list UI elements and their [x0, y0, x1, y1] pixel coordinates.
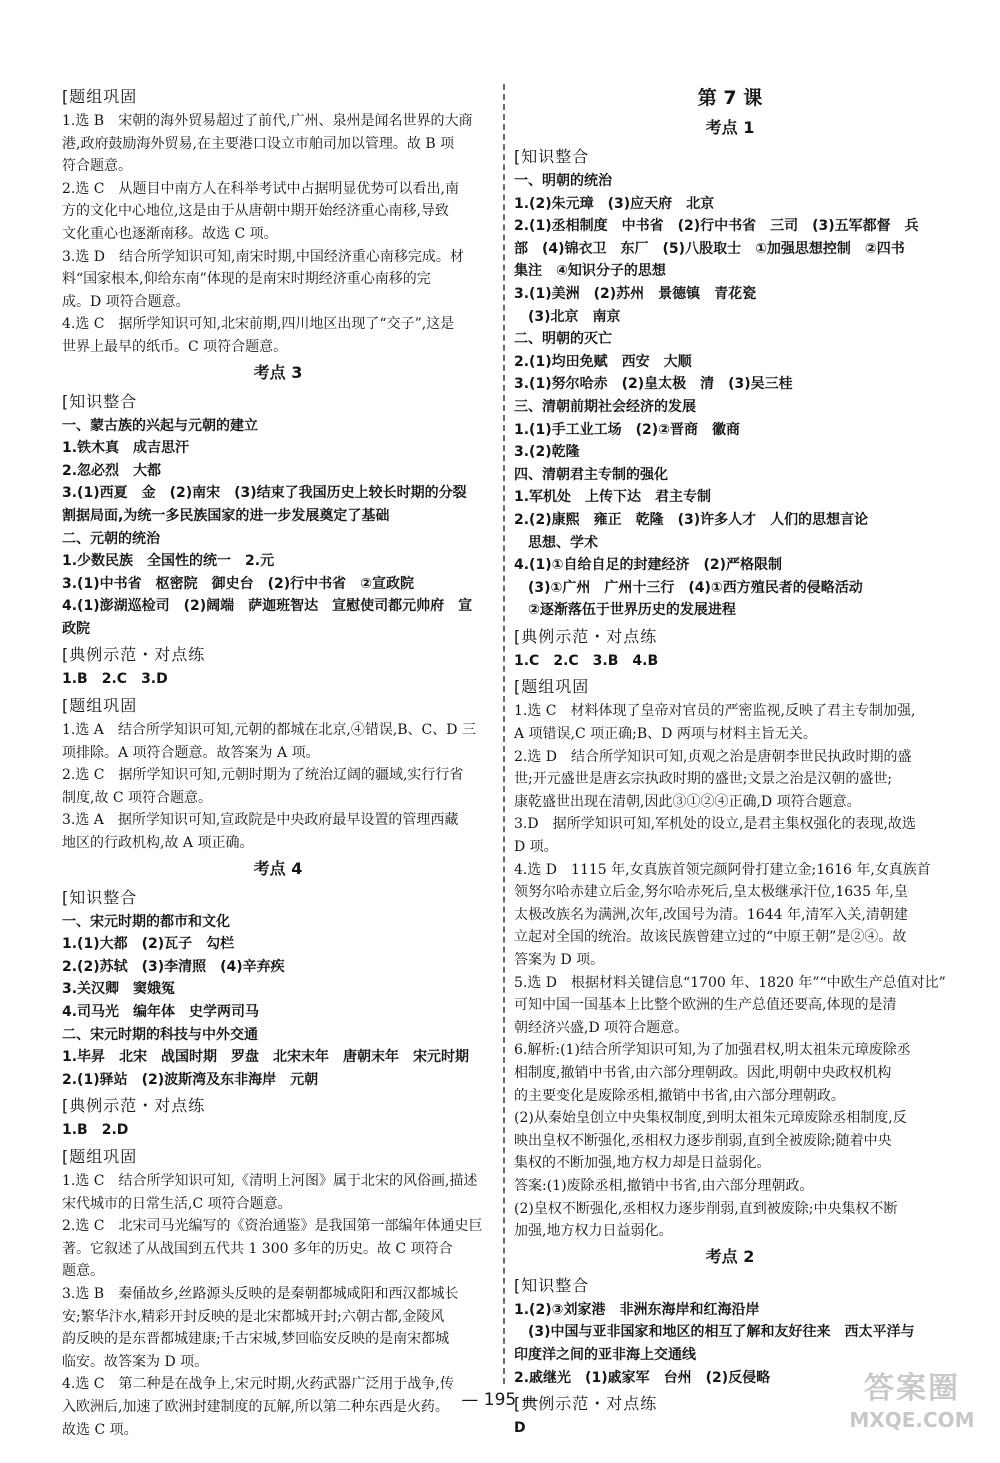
section-header: [知识整合	[514, 147, 590, 166]
text-line: 故选 C 项。	[62, 1421, 138, 1438]
text-line: 韵反映的是东晋都城建康;千古宋城,梦回临安反映的是南宋都城	[62, 1331, 450, 1348]
answer-line: 1.C 2.C 3.B 4.B	[514, 652, 659, 669]
section-header: [典例示范・对点练	[62, 645, 206, 665]
answer-line: D	[514, 1420, 526, 1437]
text-line: 2.选 C 从题目中南方人在科举考试中占据明显优势可以看出,南	[62, 180, 459, 197]
text-line: 4.选 C 第二种是在战争上,宋元时期,火药武器广泛用于战争,传	[62, 1376, 454, 1393]
answer-line: 2.忽必烈 大都	[62, 462, 162, 479]
answer-line: 1.(1)大都 (2)瓦子 勾栏	[62, 936, 235, 953]
answer-line: 1.少数民族 全国性的统一 2.元	[62, 553, 275, 570]
answer-line: 1.(2)③刘家港 非洲东海岸和红海沿岸	[514, 1301, 760, 1318]
text-line: 成。D 项符合题意。	[62, 293, 190, 310]
text-line: 制度,故 C 项符合题意。	[62, 789, 213, 806]
answer-line: ②逐渐落伍于世界历史的发展进程	[514, 602, 736, 619]
text-line: 世;开元盛世是唐玄宗执政时期的盛世;文景之治是汉朝的盛世;	[514, 771, 893, 788]
left-column	[62, 82, 494, 1441]
text-line: 2.选 C 北宋司马光编写的《资治通鉴》是我国第一部编年体通史巨	[62, 1218, 483, 1235]
subsection-title: 一、明朝的统治	[514, 173, 612, 189]
text-line: 2.选 D 结合所学知识可知,贞观之治是唐朝李世民执政时期的盛	[514, 748, 912, 765]
text-line: 项排除。A 项符合题意。故答案为 A 项。	[62, 744, 320, 761]
answer-line: 1.(2)朱元璋 (3)应天府 北京	[514, 195, 715, 212]
text-line: 1.选 C 结合所学知识可知,《清明上河图》属于北宋的风俗画,描述	[62, 1172, 478, 1189]
text-line: (2)皇权不断强化,丞相权力逐步削弱,直到被废除;中央集权不断	[514, 1200, 898, 1217]
answer-line: 政院	[62, 620, 90, 637]
text-line: 1.选 C 材料体现了皇帝对官员的严密监视,反映了君主专制加强,	[514, 703, 916, 720]
answer-line: 3.关汉卿 窦娥冤	[62, 981, 176, 998]
page-number: — 195 —	[461, 1390, 539, 1410]
topic-title: 考点 2	[705, 1246, 755, 1266]
text-line: 符合题意。	[62, 158, 132, 175]
text-line: 题意。	[62, 1263, 104, 1280]
text-line: 答案:(1)废除丞相,撤销中书省,由六部分理朝政。	[514, 1177, 814, 1194]
subsection-title: 二、元朝的统治	[62, 530, 160, 547]
text-line: A 项错误,C 项正确;B、D 两项与材料主旨无关。	[514, 726, 817, 743]
text-line: 康乾盛世出现在清朝,因此③①②④正确,D 项符合题意。	[514, 793, 861, 810]
answer-line: 1.(1)手工业工场 (2)②晋商 徽商	[514, 421, 740, 438]
section-header: [知识整合	[62, 887, 138, 907]
answer-line: 2.(2)苏轼 (3)李清照 (4)辛弃疾	[62, 958, 285, 975]
text-line: 集权的不断加强,地方权力却是日益弱化。	[514, 1155, 771, 1172]
answer-line: 2.戚继光 (1)戚家军 台州 (2)反侵略	[514, 1369, 771, 1386]
answer-line: 集注 ④知识分子的思想	[514, 263, 666, 280]
answer-line: 4.(1)①自给自足的封建经济 (2)严格限制	[514, 557, 782, 574]
text-line: 1.选 B 宋朝的海外贸易超过了前代,广州、泉州是闻名世界的大商	[62, 113, 473, 129]
answer-line: 2.(1)驿站 (2)波斯湾及东非海岸 元朝	[62, 1071, 319, 1088]
text-line: 领努尔哈赤建立后金,努尔哈赤死后,皇太极继承汗位,1635 年,皇	[514, 884, 908, 901]
text-line: 3.选 D 结合所学知识可知,南宋时期,中国经济重心南移完成。材	[62, 248, 464, 265]
answer-line: 1.B 2.D	[62, 1122, 129, 1139]
answer-line: 3.(1)美洲 (2)苏州 景德镇 青花瓷	[514, 285, 757, 302]
section-header: [题组巩固	[62, 696, 138, 716]
text-line: D 项。	[514, 839, 558, 856]
subsection-title: 三、清朝前期社会经济的发展	[514, 398, 696, 415]
answer-line: 4.(1)澎湖巡检司 (2)阔端 萨迦班智达 宣慰使司都元帅府 宣	[62, 598, 473, 615]
answer-line: 1.铁木真 成吉思汗	[62, 440, 190, 457]
text-line: 1.选 A 结合所学知识可知,元朝的都城在北京,④错误,B、C、D 三	[62, 722, 476, 739]
right-column	[514, 82, 946, 1440]
answer-line: 3.(1)努尔哈赤 (2)皇太极 清 (3)吴三桂	[514, 376, 793, 393]
answer-line: 2.(1)均田免赋 西安 大顺	[514, 353, 692, 370]
text-line: 3.D 据所学知识可知,军机处的设立,是君主集权强化的表现,故选	[514, 816, 916, 833]
column-divider	[503, 84, 505, 1384]
text-line: 文化重心也逐渐南移。故选 C 项。	[62, 225, 278, 242]
text-line: 相制度,撤销中书省,由六部分理朝政。因此,明朝中央政权机构	[514, 1064, 892, 1081]
section-header: [题组巩固	[62, 1146, 138, 1166]
text-line: 可知中国一国基本上比整个欧洲的生产总值还要高,体现的是清	[514, 997, 897, 1014]
text-line: 4.选 D 1115 年,女真族首领完颜阿骨打建立金;1616 年,女真族首	[514, 861, 931, 878]
text-line: 立起对全国的统治。故该民族曾建立过的“中原王朝”是②④。故	[514, 929, 907, 946]
answer-line: (3)中国与亚非国家和地区的相互了解和友好往来 西太平洋与	[514, 1324, 915, 1341]
topic-title: 考点 3	[253, 362, 303, 382]
section-header: [典例示范・对点练	[62, 1096, 206, 1116]
watermark-site-text: MXQE.COM	[849, 1408, 975, 1432]
text-line: 地区的行政机构,故 A 项正确。	[62, 835, 254, 852]
section-header: [题组巩固	[62, 87, 138, 106]
topic-title: 考点 1	[705, 118, 755, 137]
text-line: 的主要变化是废除丞相,撤销中书省,由六部分理朝政。	[514, 1087, 845, 1104]
text-line: 6.解析:(1)结合所学知识可知,为了加强君权,明太祖朱元璋废除丞	[514, 1042, 911, 1059]
watermark-main-text: 答案圈	[864, 1371, 960, 1406]
answer-line: 4.司马光 编年体 史学两司马	[62, 1004, 260, 1020]
text-line: 4.选 C 据所学知识可知,北宋前期,四川地区出现了“交子”,这是	[62, 316, 455, 333]
text-line: 著。它叙述了从战国到五代共 1 300 多年的历史。故 C 项符合	[62, 1240, 453, 1257]
text-line: 答案为 D 项。	[514, 952, 605, 968]
answer-line: 2.(1)丞相制度 中书省 (2)行中书省 三司 (3)五军都督 兵	[514, 218, 919, 235]
text-line: 3.选 B 秦俑故乡,丝路源头反映的是秦朝都城咸阳和西汉都城长	[62, 1285, 459, 1302]
answer-line: 部 (4)锦衣卫 东厂 (5)八股取士 ①加强思想控制 ②四书	[514, 240, 905, 257]
answer-line: 3.(1)中书省 枢密院 御史台 (2)行中书省 ②宣政院	[62, 575, 414, 592]
text-line: 世界上最早的纸币。C 项符合题意。	[62, 338, 288, 355]
section-header: [典例示范・对点练	[514, 1394, 658, 1414]
topic-title: 考点 4	[253, 858, 303, 878]
section-header: [知识整合	[514, 1275, 590, 1295]
answer-line: 1.毕昇 北宋 战国时期 罗盘 北宋末年 唐朝末年 宋元时期	[62, 1049, 470, 1066]
text-line: 方的文化中心地位,这是由于从唐朝中期开始经济重心南移,导致	[62, 203, 449, 220]
watermark-logo	[842, 1370, 982, 1432]
text-line: 安;繁华汴水,精彩开封反映的是北宋都城开封;六朝古都,金陵风	[62, 1308, 445, 1325]
answer-line: 2.(2)康熙 雍正 乾隆 (3)许多人才 人们的思想言论	[514, 511, 869, 528]
subsection-title: 二、明朝的灭亡	[514, 331, 612, 348]
section-header: [知识整合	[62, 391, 138, 411]
text-line: 2.选 C 据所学知识可知,元朝时期为了统治辽阔的疆域,实行行省	[62, 767, 464, 784]
section-header: [典例示范・对点练	[514, 626, 658, 646]
subsection-title: 一、宋元时期的都市和文化	[62, 913, 230, 930]
answer-line: (3)①广州 广州十三行 (4)①西方殖民者的侵略活动	[514, 579, 863, 596]
text-line: 加强,地方权力日益弱化。	[514, 1223, 673, 1240]
text-line: 映出皇权不断强化,丞相权力逐步削弱,直到全被废除;随着中央	[514, 1132, 892, 1149]
text-line: 太极改族名为满洲,次年,改国号为清。1644 年,清军入关,清朝建	[514, 906, 908, 923]
answer-line: 1.B 2.C 3.D	[62, 671, 168, 688]
answer-line: 思想、学术	[514, 534, 598, 551]
text-line: 3.选 A 据所学知识可知,宣政院是中央政府最早设置的管理西藏	[62, 812, 459, 829]
answer-line: (3)北京 南京	[514, 308, 621, 325]
answer-line: 印度洋之间的亚非海上交通线	[514, 1346, 696, 1363]
subsection-title: 二、宋元时期的科技与中外交通	[62, 1026, 258, 1043]
lesson-title: 第 7 课	[697, 87, 763, 109]
text-line: 临安。故答案为 D 项。	[62, 1353, 209, 1370]
subsection-title: 一、蒙古族的兴起与元朝的建立	[62, 417, 258, 434]
subsection-title: 四、清朝君主专制的强化	[514, 466, 668, 483]
answer-line: 1.军机处 上传下达 君主专制	[514, 489, 712, 506]
text-line: 5.选 D 根据材料关键信息“1700 年、1820 年”“中欧生产总值对比”	[514, 974, 946, 991]
text-line: 港,政府鼓励海外贸易,在主要港口设立市舶司加以管理。故 B 项	[62, 135, 455, 152]
answer-line: 割据局面,为统一多民族国家的进一步发展奠定了基础	[62, 507, 390, 524]
text-line: 宋代城市的日常生活,C 项符合题意。	[62, 1195, 292, 1212]
text-line: 朝经济兴盛,D 项符合题意。	[514, 1019, 689, 1036]
section-header: [题组巩固	[514, 677, 590, 697]
answer-line: 3.(2)乾隆	[514, 444, 580, 461]
text-line: (2)从秦始皇创立中央集权制度,到明太祖朱元璋废除丞相制度,反	[514, 1110, 907, 1127]
text-line: 料“国家根本,仰给东南”体现的是南宋时期经济重心南移的完	[62, 271, 431, 288]
text-line: 入欧洲后,加速了欧洲封建制度的瓦解,所以第二种东西是火药。	[62, 1398, 449, 1415]
answer-line: 3.(1)西夏 金 (2)南宋 (3)结束了我国历史上较长时期的分裂	[62, 485, 467, 502]
